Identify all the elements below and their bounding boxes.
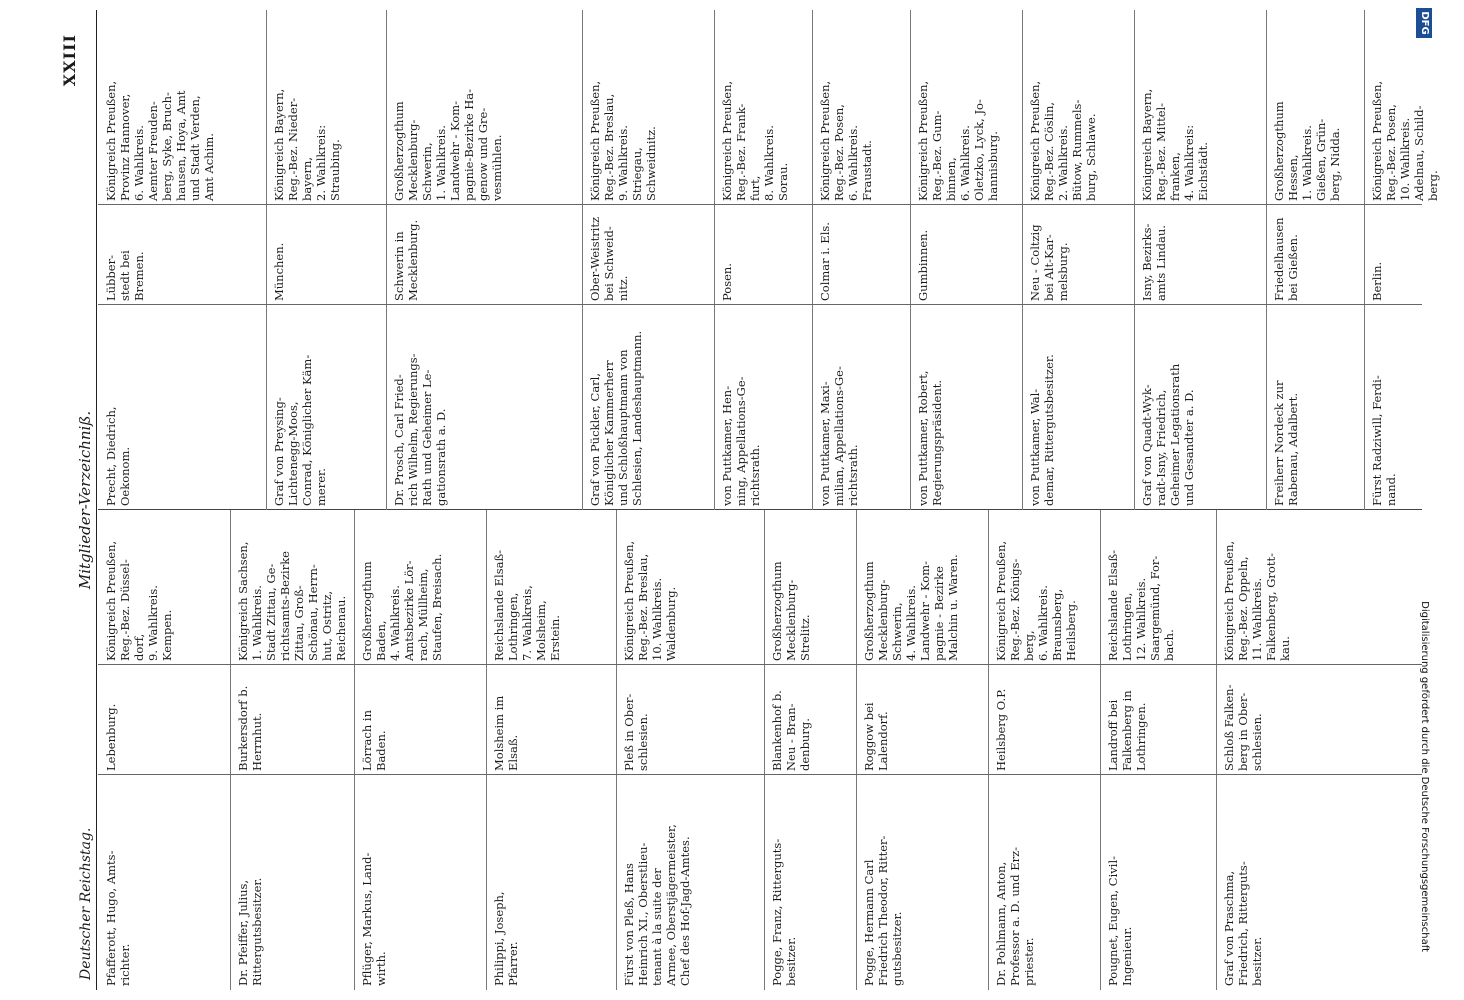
member-residence: Roggow bei Lalendorf.: [862, 702, 890, 771]
member-residence: Pleß in Ober- schlesien.: [622, 693, 650, 771]
member-district: Königreich Preußen, Reg.-Bez. Breslau, 10. Wahlkreis. Waldenburg.: [622, 540, 678, 661]
member-district: Großherzogthum Mecklenburg- Schwerin, 1. Wahlkreis. Landwehr - Kom- pagnie-Bezirke Ha- genow und Gre- vesmühlen.: [392, 88, 504, 201]
member-residence: Schwerin in Mecklenburg.: [392, 219, 420, 301]
member-residence: Isny, Bezirks- amts Lindau.: [1140, 223, 1168, 301]
member-district: Großherzogthum Mecklenburg- Strelitz.: [770, 561, 812, 661]
member-residence: Gumbinnen.: [916, 229, 930, 301]
member-name: Precht, Diedrich, Oekonom.: [104, 406, 132, 506]
member-name: von Puttkamer, Robert, Regierungspräsident.: [916, 370, 944, 506]
member-residence: Burkersdorf b. Herrnhut.: [236, 685, 264, 771]
member-district: Königreich Preußen, Reg.-Bez. Cöslin, 2. Wahlkreis. Bütow, Rummels- burg, Schlawe.: [1028, 80, 1098, 201]
member-residence: Molsheim im Elsaß.: [492, 695, 520, 771]
member-residence: Colmar i. Els.: [818, 222, 832, 301]
member-district: Reichslande Elsaß- Lothringen, 7. Wahlkreis, Molsheim, Erstein.: [492, 549, 562, 661]
member-name: Pogge, Franz, Ritterguts- besitzer.: [770, 838, 798, 986]
member-name: Dr. Pohlmann, Anton, Professor a. D. und Erz- priester.: [994, 846, 1036, 986]
member-district: Königreich Preußen, Reg.-Bez. Posen, 6. Wahlkreis. Fraustadt.: [818, 80, 874, 201]
member-district: Königreich Preußen, Reg.-Bez. Düssel- dorf, 9. Wahlkreis. Kempen.: [104, 540, 174, 661]
member-residence: Lörrach in Baden.: [360, 710, 388, 771]
member-district: Königreich Bayern, Reg.-Bez. Mittel- franken, 4. Wahlkreis: Eichstädt.: [1140, 88, 1210, 201]
member-residence: Lübber- stedt bei Bremen.: [104, 250, 146, 301]
member-entry: [1266, 10, 1364, 510]
member-entry: [812, 10, 910, 510]
member-entry: [714, 10, 812, 510]
member-name: von Puttkamer, Hen- ning, Appellations-Ge- richtsrath.: [720, 376, 762, 506]
member-residence: München.: [272, 242, 286, 301]
member-name: Fürst Radziwill, Ferdi- nand.: [1370, 375, 1398, 506]
member-residence: Neu - Coltzig bei Alt-Kar- melsburg.: [1028, 224, 1070, 301]
member-entry: [98, 510, 230, 990]
member-district: Königreich Preußen, Reg.-Bez. Königs- berg, 6. Wahlkreis. Braunsberg, Heilsberg.: [994, 540, 1078, 661]
member-residence: Berlin.: [1370, 261, 1384, 301]
member-residence: Heilsberg O.P.: [994, 688, 1008, 771]
member-entry: [988, 510, 1100, 990]
member-residence: Landroff bei Falkenberg in Lothringen.: [1106, 690, 1148, 771]
column-divider: [98, 304, 1422, 305]
member-name: Fürst von Pleß, Hans Heinrich XI., Oberstlieu- tenant à la suite der Armee, Oberstjägermeister, Chef des Hof-Jagd-Amtes.: [622, 824, 692, 986]
member-residence: Blankenhof b. Neu - Bran- denburg.: [770, 690, 812, 771]
member-district: Großherzogthum Baden, 4. Wahlkreis. Amtsbezirke Lör- rach, Müllheim, Staufen, Breisach.: [360, 553, 444, 661]
column-divider: [98, 664, 1422, 665]
member-residence: Schloß Falken- berg in Ober- schlesien.: [1222, 684, 1264, 771]
member-district: Königreich Preußen, Reg.-Bez. Posen, 10. Wahlkreis. Adelnau, Schild- berg.: [1370, 80, 1440, 201]
column-divider: [98, 204, 1422, 205]
member-entry: [1100, 510, 1216, 990]
member-entry: [354, 510, 486, 990]
member-entry: [856, 510, 988, 990]
page-number: XXIII: [60, 34, 79, 87]
running-header-center: Mitglieder-Verzeichniß.: [76, 410, 94, 590]
member-name: Graf von Quadt-Wyk- radt-Isny, Friedrich, Geheimer Legationsrath und Gesandter a. D.: [1140, 363, 1196, 506]
dfg-banner: [1414, 8, 1432, 992]
member-district: Königreich Preußen, Reg.-Bez. Frank- furt, 8. Wahlkreis. Sorau.: [720, 80, 790, 201]
member-name: Graf von Pückler, Carl, Königlicher Kammerherr und Schloßhauptmann von Schlesien, Landeshauptmann.: [588, 330, 644, 506]
member-residence: Lebenburg.: [104, 703, 118, 771]
column-divider: [98, 774, 1422, 775]
member-entry: [1216, 510, 1346, 990]
member-district: Königreich Sachsen, 1. Wahlkreis. Stadt Zittau, Ge- richtsamts-Bezirke Zittau, Groß- Schönau, Herrn- hut, Ostritz, Reichenau.: [236, 541, 348, 661]
member-entry: [1022, 10, 1134, 510]
member-entry: [230, 510, 354, 990]
member-entry: [582, 10, 714, 510]
member-district: Königreich Preußen, Reg.-Bez. Gum- binnen, 6. Wahlkreis. Oletzko, Lyck, Jo- hannisburg.: [916, 80, 1000, 201]
member-entry: [910, 10, 1022, 510]
member-entry: [386, 10, 582, 510]
member-entry: [486, 510, 616, 990]
member-name: von Puttkamer, Maxi- milian, Appellations-Ge- richtsrath.: [818, 366, 860, 506]
member-district: Königreich Preußen, Provinz Hannover, 6. Wahlkreis. Aemter Freuden- berg, Syke, Bruch- hausen, Hoya, Amt und Stadt Verden, Amt Achim.: [104, 80, 216, 201]
header-rule: [96, 10, 97, 990]
member-district: Großherzogthum Mecklenburg- Schwerin, 4. Wahlkreis. Landwehr - Kom- pagnie - Bezirke Malchin u. Waren.: [862, 554, 960, 661]
dfg-credit-text: Digitalisierung gefördert durch die Deutsche Forschungsgemeinschaft: [1419, 601, 1430, 952]
member-name: Pogge, Hermann Carl Friedrich Theodor, Ritter- gutsbesitzer.: [862, 835, 904, 986]
member-name: Graf von Praschma, Friedrich, Ritterguts- besitzer.: [1222, 861, 1264, 986]
member-district: Königreich Preußen, Reg.-Bez. Breslau, 9. Wahlkreis. Striegau, Schweidnitz.: [588, 80, 658, 201]
member-entry: [266, 10, 386, 510]
member-name: Freiherr Nordeck zur Rabenau, Adalbert.: [1272, 380, 1300, 506]
member-name: Dr. Prosch, Carl Fried- rich Wilhelm, Regierungs- Rath und Geheimer Le- gationsrath a. D.: [392, 353, 448, 506]
member-name: Pougnet, Eugen, Civil- Ingenieur.: [1106, 855, 1134, 986]
member-name: Graf von Preysing- Lichtenegg-Moos, Conrad, Königlicher Käm- merer.: [272, 354, 328, 506]
member-residence: Friedelhausen bei Gießen.: [1272, 217, 1300, 301]
member-residence: Posen.: [720, 263, 734, 301]
member-name: Pflüger, Markus, Land- wirth.: [360, 852, 388, 986]
member-name: Dr. Pfeiffer, Julius, Rittergutsbesitzer.: [236, 877, 264, 986]
member-district: Reichslande Elsaß- Lothringen, 12. Wahlkreis. Saargemünd, For- bach.: [1106, 549, 1176, 661]
member-name: Pfafferott, Hugo, Amts- richter.: [104, 850, 132, 986]
member-district: Königreich Bayern, Reg.-Bez. Nieder- bayern, 2. Wahlkreis: Straubing.: [272, 88, 342, 201]
member-residence: Ober-Weistritz bei Schweid- nitz.: [588, 216, 630, 301]
member-name: von Puttkamer, Wal- demar, Rittergutsbesitzer.: [1028, 354, 1056, 506]
running-header-left: Deutscher Reichstag.: [78, 827, 94, 980]
member-entry: [764, 510, 856, 990]
dfg-logo: DFG: [1416, 8, 1432, 38]
member-entry: [616, 510, 764, 990]
left-column-block: [98, 510, 1422, 990]
member-district: Großherzogthum Hessen, 1. Wahlkreis. Gießen, Grün- berg, Nidda.: [1272, 101, 1342, 201]
member-district: Königreich Preußen, Reg.-Bez. Oppeln, 11. Wahlkreis. Falkenberg, Grott- kau.: [1222, 540, 1292, 661]
member-name: Philippi, Joseph, Pfarrer.: [492, 891, 520, 986]
member-entry: [1134, 10, 1266, 510]
member-entry: [98, 10, 266, 510]
